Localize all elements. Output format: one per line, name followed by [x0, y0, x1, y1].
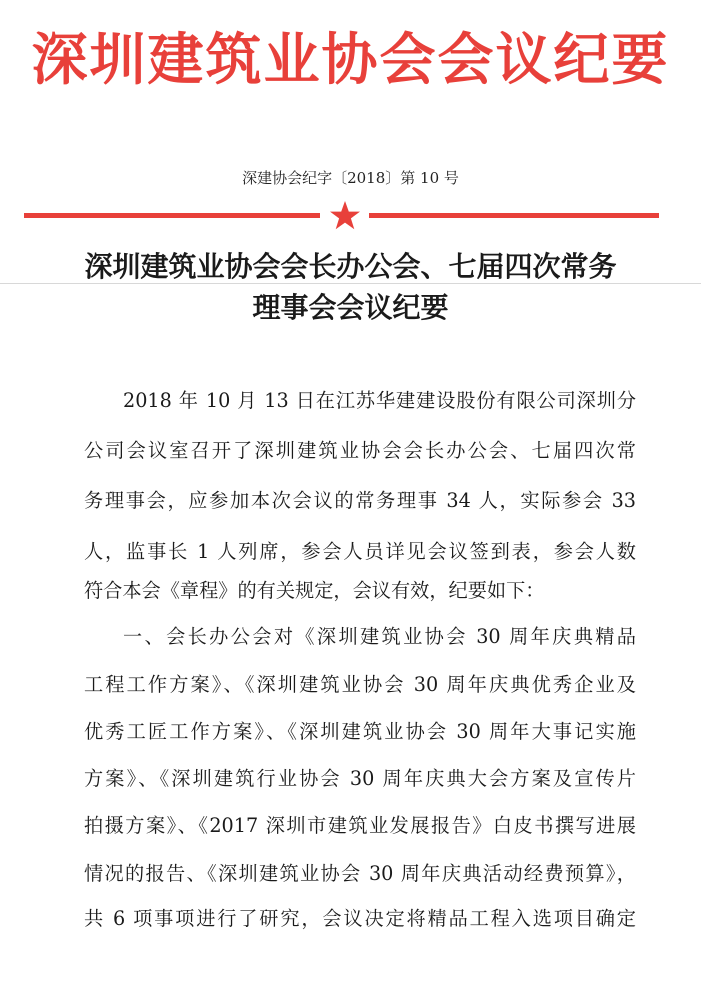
- body-paragraph-line: 人，监事长 1 人列席，参会人员详见会议签到表，参会人数: [84, 540, 636, 563]
- body-paragraph-line: 共 6 项事项进行了研究，会议决定将精品工程入选项目确定: [84, 907, 636, 930]
- body-paragraph-line: 2018 年 10 月 13 日在江苏华建建设股份有限公司深圳分: [123, 389, 636, 412]
- body-paragraph-line: 优秀工匠工作方案》、《深圳建筑业协会 30 周年大事记实施: [84, 720, 636, 743]
- body-paragraph-line: 工程工作方案》、《深圳建筑业协会 30 周年庆典优秀企业及: [84, 673, 636, 696]
- document-title-line-2: 理事会会议纪要: [252, 291, 449, 324]
- body-paragraph-line: 公司会议室召开了深圳建筑业协会会长办公会、七届四次常: [84, 439, 636, 462]
- body-paragraph-line: 符合本会《章程》的有关规定，会议有效，纪要如下：: [84, 579, 545, 602]
- star-icon: [329, 200, 361, 232]
- document-number: 深建协会纪字〔2018〕第 10 号: [242, 169, 459, 187]
- red-divider-left: [24, 213, 320, 218]
- body-paragraph-line: 务理事会，应参加本次会议的常务理事 34 人，实际参会 33: [84, 489, 636, 512]
- body-paragraph-line: 方案》、《深圳建筑行业协会 30 周年庆典大会方案及宣传片: [84, 767, 636, 790]
- body-paragraph-line: 拍摄方案》、《2017 深圳市建筑业发展报告》白皮书撰写进展: [84, 814, 636, 837]
- masthead-title: 深圳建筑业协会会议纪要: [31, 27, 670, 93]
- body-paragraph-line: 情况的报告、《深圳建筑业协会 30 周年庆典活动经费预算》，: [84, 862, 636, 885]
- body-paragraph-line: 一、会长办公会对《深圳建筑业协会 30 周年庆典精品: [123, 625, 636, 648]
- red-divider-right: [369, 213, 659, 218]
- document-title-line-1: 深圳建筑业协会会长办公会、七届四次常务: [84, 250, 617, 283]
